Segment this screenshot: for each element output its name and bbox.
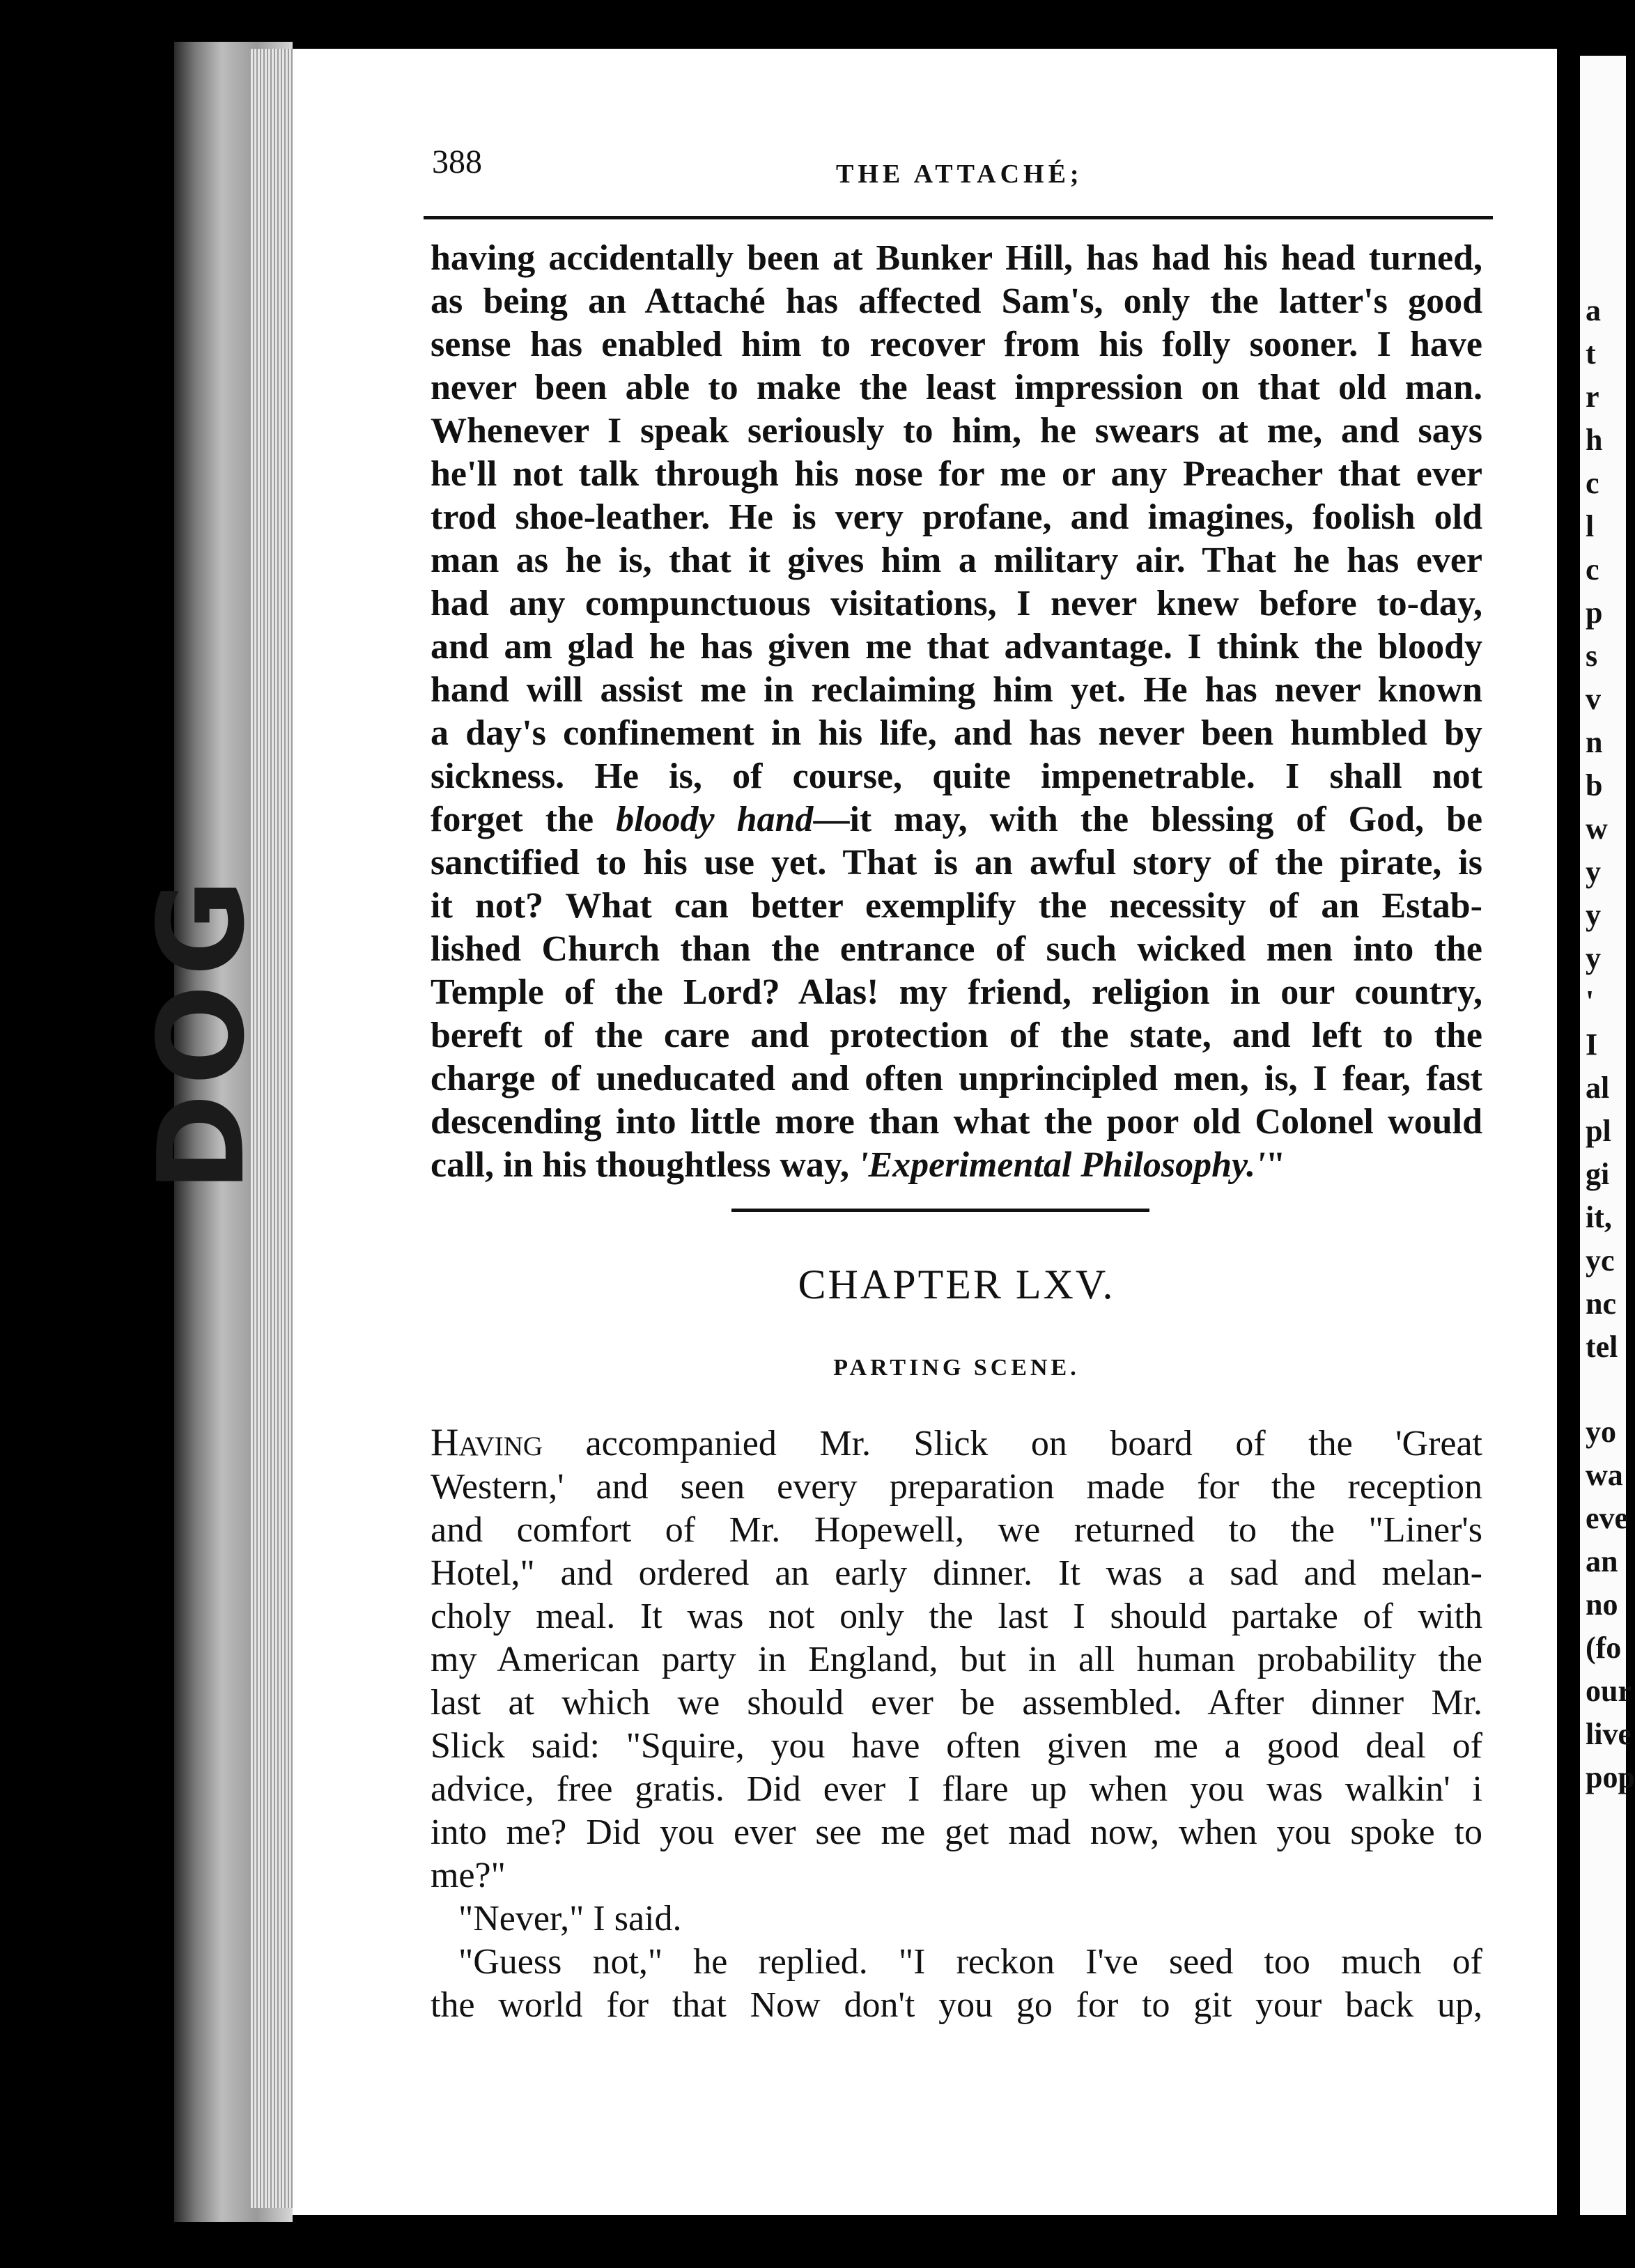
adjacent-page-fragment: I (1586, 1027, 1598, 1062)
adjacent-page-fragment: live (1586, 1717, 1632, 1751)
body-line: Temple of the Lord? Alas! my friend, religion in our country, (431, 972, 1482, 1012)
body-line: hand will assist me in reclaiming him yet. He has never known (431, 670, 1482, 710)
adjacent-page-fragment: y (1586, 898, 1601, 932)
body-line: never been able to make the least impression on that old man. (431, 368, 1482, 407)
body-line: a day's confinement in his life, and has never been humbled by (431, 713, 1482, 753)
chapter-subtitle: PARTING SCENE. (833, 1355, 1080, 1381)
adjacent-page-fragment: yc (1586, 1243, 1615, 1277)
adjacent-page-fragment: eve (1586, 1501, 1629, 1535)
adjacent-page-fragment: ' (1586, 984, 1595, 1018)
spine-mark: DOG (133, 871, 271, 1193)
body-line: and comfort of Mr. Hopewell, we returned to the "Liner's (431, 1510, 1482, 1550)
adjacent-page-fragment: c (1586, 466, 1599, 500)
body-line: man as he is, that it gives him a military air. That he has ever (431, 541, 1482, 580)
body-line: advice, free gratis. Did ever I flare up when you was walkin' i (431, 1769, 1482, 1809)
adjacent-page-fragment: it, (1586, 1200, 1612, 1234)
body-line: as being an Attaché has affected Sam's, only the latter's good (431, 281, 1482, 321)
adjacent-page-fragment: r (1586, 380, 1599, 414)
body-line: Having accompanied Mr. Slick on board of the 'Great (431, 1421, 1482, 1464)
adjacent-page (1580, 56, 1635, 2215)
adjacent-page-fragment: nc (1586, 1287, 1616, 1321)
adjacent-page-fragment: no (1586, 1587, 1618, 1622)
body-line: trod shoe-leather. He is very profane, and imagines, foolish old (431, 497, 1482, 537)
adjacent-page-fragment: yo (1586, 1415, 1616, 1449)
header-rule (424, 216, 1493, 219)
adjacent-page-fragment: an (1586, 1544, 1618, 1578)
adjacent-page-fragment: h (1586, 423, 1603, 457)
adjacent-page-fragment: v (1586, 682, 1601, 716)
adjacent-page-fragment: b (1586, 768, 1603, 802)
body-line: into me? Did you ever see me get mad now, when you spoke to (431, 1812, 1482, 1852)
body-line: last at which we should ever be assembled. After dinner Mr. (431, 1683, 1482, 1723)
adjacent-page-fragment: s (1586, 639, 1598, 673)
adjacent-page-fragment: wa (1586, 1458, 1623, 1492)
dropcap-word: Having (431, 1421, 543, 1464)
body-line: and am glad he has given me that advantage. I think the bloody (431, 627, 1482, 667)
adjacent-page-fragment: w (1586, 811, 1608, 846)
body-line: Western,' and seen every preparation made for the reception (431, 1467, 1482, 1507)
dialogue-line: "Guess not," he replied. "I reckon I've seed too much of (458, 1942, 1482, 1982)
dialogue-line: "Never," I said. (458, 1899, 682, 1939)
body-line: charge of uneducated and often unprincipled men, is, I fear, fast (431, 1059, 1482, 1098)
body-line: having accidentally been at Bunker Hill, has had his head turned, (431, 238, 1482, 278)
body-line: forget the bloody hand—it may, with the blessing of God, be (431, 800, 1483, 839)
body-line: call, in his thoughtless way, 'Experimental Philosophy.'" (431, 1145, 1286, 1185)
adjacent-page-fragment: c (1586, 552, 1599, 587)
body-line: Whenever I speak seriously to him, he swears at me, and says (431, 411, 1482, 451)
adjacent-page-fragment: y (1586, 855, 1601, 889)
running-head: THE ATTACHÉ; (836, 160, 1083, 189)
adjacent-page-fragment: l (1586, 509, 1595, 543)
adjacent-page-fragment: al (1586, 1071, 1610, 1105)
body-line: me?" (431, 1856, 506, 1895)
adjacent-page-fragment: pl (1586, 1114, 1611, 1148)
body-line: he'll not talk through his nose for me or any Preacher that ever (431, 454, 1482, 494)
body-line: sickness. He is, of course, quite impenetrable. I shall not (431, 756, 1482, 796)
chapter-title: CHAPTER LXV. (798, 1261, 1115, 1307)
body-line: Hotel," and ordered an early dinner. It was a sad and melan- (431, 1553, 1482, 1593)
body-line: sanctified to his use yet. That is an awful story of the pirate, is (431, 843, 1482, 883)
adjacent-page-fragment: n (1586, 725, 1603, 759)
chapter-body (431, 1421, 1482, 2027)
dialogue-line: the world for that Now don't you go for to git your back up, (431, 1985, 1482, 2025)
body-line: it not? What can better exemplify the necessity of an Estab- (431, 886, 1482, 926)
paragraph-continued (431, 237, 1482, 1187)
body-line: had any compunctuous visitations, I never knew before to-day, (431, 584, 1482, 623)
body-line: bereft of the care and protection of the state, and left to the (431, 1016, 1482, 1055)
adjacent-page-fragment: p (1586, 596, 1603, 630)
body-line: Slick said: "Squire, you have often given me a good deal of (431, 1726, 1482, 1766)
body-line: choly meal. It was not only the last I should partake of with (431, 1597, 1482, 1636)
body-line: my American party in England, but in all human probability the (431, 1640, 1482, 1679)
body-line: lished Church than the entrance of such wicked men into the (431, 929, 1482, 969)
section-divider (731, 1209, 1149, 1212)
page-number: 388 (432, 143, 482, 180)
adjacent-page-fragment: a (1586, 293, 1601, 327)
adjacent-page-fragment: y (1586, 941, 1601, 975)
adjacent-page-fragment: our (1586, 1674, 1632, 1708)
body-line: descending into little more than what the poor old Colonel would (431, 1102, 1482, 1142)
adjacent-page-fragment: t (1586, 336, 1596, 371)
adjacent-page-fragment: gi (1586, 1157, 1610, 1191)
adjacent-page-fragment: pop (1586, 1760, 1635, 1794)
adjacent-page-fragment: (fo (1586, 1631, 1622, 1665)
adjacent-page-fragment: tel (1586, 1330, 1618, 1364)
body-line: sense has enabled him to recover from his folly sooner. I have (431, 325, 1482, 364)
